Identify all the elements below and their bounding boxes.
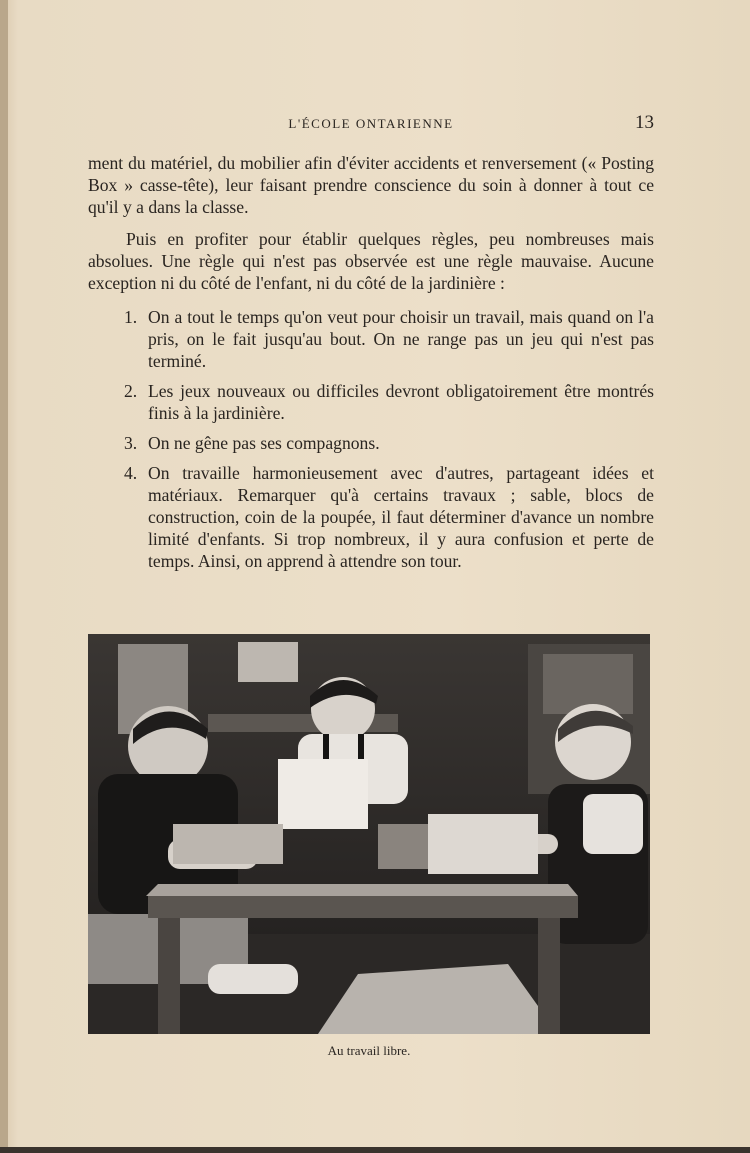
paragraph-2: Puis en profiter pour établir quelques règles, peu nombreuses mais absolues. Une règle qui n'est pas observée est une règle mauvaise. Aucune exception ni du côté de l'enfant, ni du côté de la jardinière :	[88, 229, 654, 293]
rule-text: On a tout le temps qu'on veut pour choisir un travail, mais quand on l'a pris, on le fait jusqu'au bout. On ne range pas un jeu qui n'est pas terminé.	[148, 307, 654, 371]
rule-item	[88, 432, 654, 454]
rules-list	[88, 306, 654, 572]
rule-item	[88, 306, 654, 372]
page-number: 13	[635, 112, 654, 133]
rule-number: 1.	[124, 307, 138, 327]
photo-caption: Au travail libre.	[327, 1043, 411, 1058]
paragraph-1: ment du matériel, du mobilier afin d'éviter accidents et renversement (« Posting Box » casse-tête), leur faisant prendre conscience du soin à donner à tout ce qu'il y a dans la classe.	[88, 153, 654, 217]
rule-item	[88, 380, 654, 424]
running-head	[88, 112, 654, 136]
classroom-photo	[88, 634, 650, 1034]
rule-text: On ne gêne pas ses compagnons.	[148, 433, 380, 453]
rule-number: 2.	[124, 381, 138, 401]
page-spine-shadow	[0, 0, 8, 1153]
rule-item	[88, 462, 654, 572]
classroom-photo-illustration	[88, 634, 650, 1034]
page-bottom-edge	[0, 1147, 750, 1153]
rule-text: On travaille harmonieusement avec d'autres, partageant idées et matériaux. Remarquer qu'à certains travaux ; sable, blocs de construction, coin de la poupée, il faut déterminer d'avance un nombre limité d'enfants. Si trop nombreux, il y aura confusion et perte de temps. Ainsi, on apprend à attendre son tour.	[148, 463, 654, 571]
rule-number: 3.	[124, 433, 138, 453]
rule-number: 4.	[124, 463, 138, 483]
rule-text: Les jeux nouveaux ou difficiles devront obligatoirement être montrés finis à la jardinière.	[148, 381, 654, 423]
body-text	[88, 152, 654, 580]
running-title: L'ÉCOLE ONTARIENNE	[288, 116, 454, 131]
